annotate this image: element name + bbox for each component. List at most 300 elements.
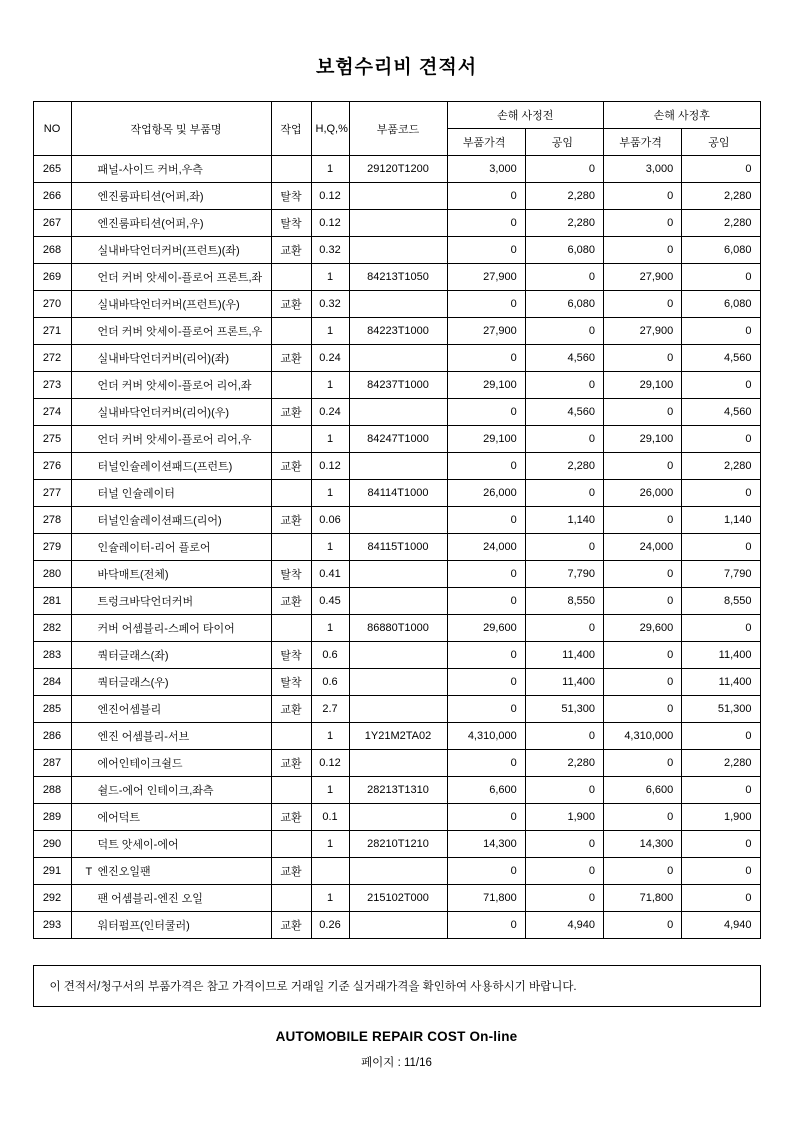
cell-no: 287 <box>33 750 71 777</box>
cell-code: 84223T1000 <box>349 318 447 345</box>
cell-name-text: 엔진 어셈블리-서브 <box>97 731 190 743</box>
cell-code <box>349 561 447 588</box>
cell-hq: 0.45 <box>311 588 349 615</box>
cell-after-price: 3,000 <box>604 156 682 183</box>
cell-after-labor: 6,080 <box>682 237 760 264</box>
cell-name-text: 언더 커버 앗세이-플로어 프론트,좌 <box>97 272 263 284</box>
cell-no: 278 <box>33 507 71 534</box>
header-hq: H,Q,% <box>311 102 349 156</box>
table-row <box>33 291 760 318</box>
cell-name-text: 에어인테이크쉴드 <box>97 758 183 770</box>
cell-before-labor: 0 <box>525 831 603 858</box>
cell-name <box>71 534 271 561</box>
cell-work <box>271 372 311 399</box>
cell-hq: 1 <box>311 723 349 750</box>
table-row <box>33 642 760 669</box>
cell-name-text: 엔진룸파티션(어퍼,좌) <box>97 191 204 203</box>
cell-no: 270 <box>33 291 71 318</box>
cell-hq: 1 <box>311 318 349 345</box>
cell-no: 293 <box>33 912 71 939</box>
cell-work <box>271 318 311 345</box>
cell-after-labor: 0 <box>682 156 760 183</box>
header-code: 부품코드 <box>349 102 447 156</box>
cell-name-text: 팬 어셈블리-엔진 오일 <box>97 893 203 905</box>
cell-no: 268 <box>33 237 71 264</box>
cell-name-text: 인슐레이터-리어 플로어 <box>97 542 211 554</box>
cell-work: 교환 <box>271 912 311 939</box>
cell-name-text: 언더 커버 앗세이-플로어 프론트,우 <box>97 326 263 338</box>
cell-name <box>71 669 271 696</box>
cell-before-price: 29,100 <box>447 372 525 399</box>
cell-after-price: 27,900 <box>604 264 682 291</box>
cell-after-price: 0 <box>604 237 682 264</box>
cell-hq: 0.12 <box>311 453 349 480</box>
cell-code <box>349 183 447 210</box>
cell-before-price: 0 <box>447 237 525 264</box>
cell-after-labor: 51,300 <box>682 696 760 723</box>
table-header <box>33 102 760 156</box>
cell-before-labor: 7,790 <box>525 561 603 588</box>
cell-work: 교환 <box>271 507 311 534</box>
table-row <box>33 264 760 291</box>
cell-work: 교환 <box>271 345 311 372</box>
cell-after-price: 0 <box>604 642 682 669</box>
cell-before-labor: 0 <box>525 156 603 183</box>
cell-work <box>271 480 311 507</box>
cell-after-labor: 2,280 <box>682 750 760 777</box>
cell-before-price: 6,600 <box>447 777 525 804</box>
cell-after-price: 0 <box>604 804 682 831</box>
cell-name <box>71 561 271 588</box>
cell-code <box>349 804 447 831</box>
cell-before-labor: 0 <box>525 426 603 453</box>
cell-before-labor: 2,280 <box>525 453 603 480</box>
cell-no: 290 <box>33 831 71 858</box>
cell-after-labor: 0 <box>682 318 760 345</box>
cell-work: 탈착 <box>271 183 311 210</box>
cell-after-labor: 1,900 <box>682 804 760 831</box>
cell-code <box>349 669 447 696</box>
table-row <box>33 750 760 777</box>
cell-name <box>71 777 271 804</box>
cell-no: 285 <box>33 696 71 723</box>
cell-before-price: 0 <box>447 210 525 237</box>
table-row <box>33 804 760 831</box>
cell-work: 탈착 <box>271 210 311 237</box>
cell-name-text: 언더 커버 앗세이-플로어 리어,좌 <box>97 380 252 392</box>
cell-name-text: 워터펌프(인터쿨러) <box>97 920 190 932</box>
page-title: 보험수리비 견적서 <box>315 57 478 78</box>
cell-no: 269 <box>33 264 71 291</box>
cell-name <box>71 750 271 777</box>
cell-hq: 0.24 <box>311 345 349 372</box>
cell-before-price: 0 <box>447 669 525 696</box>
cell-before-price: 3,000 <box>447 156 525 183</box>
cell-before-labor: 0 <box>525 723 603 750</box>
cell-no: 276 <box>33 453 71 480</box>
cell-name-prefix: T <box>85 866 93 878</box>
table-row <box>33 588 760 615</box>
cell-hq: 0.12 <box>311 750 349 777</box>
cell-work: 교환 <box>271 453 311 480</box>
cell-hq: 1 <box>311 615 349 642</box>
cell-after-price: 0 <box>604 507 682 534</box>
page-number: 페이지 : 11/16 <box>361 1057 432 1069</box>
cell-name-text: 덕트 앗세이-에어 <box>97 839 179 851</box>
cell-name-text: 실내바닥언더커버(프런트)(좌) <box>97 245 240 257</box>
cell-after-labor: 4,560 <box>682 399 760 426</box>
cell-before-price: 0 <box>447 399 525 426</box>
cell-before-labor: 0 <box>525 264 603 291</box>
header-no: NO <box>33 102 71 156</box>
cell-name <box>71 588 271 615</box>
cell-after-price: 14,300 <box>604 831 682 858</box>
cell-name <box>71 696 271 723</box>
header-before-price: 부품가격 <box>447 129 525 156</box>
cell-name-text: 바닥매트(전체) <box>97 569 169 581</box>
table-row <box>33 615 760 642</box>
table-row <box>33 480 760 507</box>
cell-work: 교환 <box>271 399 311 426</box>
cell-name <box>71 480 271 507</box>
table-row <box>33 399 760 426</box>
cell-before-price: 27,900 <box>447 318 525 345</box>
cell-after-price: 0 <box>604 210 682 237</box>
cell-name-text: 터널인슐레이션패드(프런트) <box>97 461 233 473</box>
cell-no: 282 <box>33 615 71 642</box>
cell-after-labor: 0 <box>682 426 760 453</box>
cell-after-price: 0 <box>604 858 682 885</box>
cell-code <box>349 453 447 480</box>
cell-before-labor: 0 <box>525 858 603 885</box>
cell-name-text: 커버 어셈블리-스페어 타이어 <box>97 623 235 635</box>
cell-hq: 0.12 <box>311 210 349 237</box>
cell-name <box>71 426 271 453</box>
cell-work: 교환 <box>271 291 311 318</box>
cell-code: 215102T000 <box>349 885 447 912</box>
cell-code: 29120T1200 <box>349 156 447 183</box>
cell-no: 291 <box>33 858 71 885</box>
cell-no: 289 <box>33 804 71 831</box>
cell-name-text: 패널-사이드 커버,우측 <box>97 164 203 176</box>
cell-name <box>71 156 271 183</box>
cell-code <box>349 642 447 669</box>
table-row <box>33 831 760 858</box>
cell-after-labor: 0 <box>682 480 760 507</box>
cell-after-labor: 11,400 <box>682 669 760 696</box>
header-work: 작업 <box>271 102 311 156</box>
cell-no: 271 <box>33 318 71 345</box>
cell-before-labor: 0 <box>525 534 603 561</box>
cell-name-text: 에어덕트 <box>97 812 141 824</box>
cell-work <box>271 264 311 291</box>
cell-after-labor: 2,280 <box>682 210 760 237</box>
cell-before-price: 0 <box>447 291 525 318</box>
cell-before-price: 0 <box>447 912 525 939</box>
header-before-group: 손해 사정전 <box>447 102 604 129</box>
cell-after-labor: 1,140 <box>682 507 760 534</box>
cell-name-text: 실내바닥언더커버(리어)(우) <box>97 407 230 419</box>
cell-before-price: 24,000 <box>447 534 525 561</box>
cell-after-price: 24,000 <box>604 534 682 561</box>
cell-no: 288 <box>33 777 71 804</box>
cell-no: 273 <box>33 372 71 399</box>
cell-no: 279 <box>33 534 71 561</box>
cell-code: 84115T1000 <box>349 534 447 561</box>
cell-after-labor: 0 <box>682 777 760 804</box>
cell-hq: 1 <box>311 156 349 183</box>
table-row <box>33 669 760 696</box>
table-row <box>33 210 760 237</box>
table-row <box>33 561 760 588</box>
cell-code <box>349 507 447 534</box>
cell-work <box>271 831 311 858</box>
cell-hq: 0.32 <box>311 237 349 264</box>
cell-code: 84247T1000 <box>349 426 447 453</box>
cell-name <box>71 453 271 480</box>
cell-after-labor: 0 <box>682 615 760 642</box>
cell-hq: 1 <box>311 831 349 858</box>
cell-after-labor: 6,080 <box>682 291 760 318</box>
cell-name <box>71 264 271 291</box>
cell-hq: 1 <box>311 777 349 804</box>
cell-work: 교환 <box>271 237 311 264</box>
cell-hq: 0.06 <box>311 507 349 534</box>
cell-name <box>71 345 271 372</box>
cell-before-labor: 2,280 <box>525 750 603 777</box>
cell-before-price: 0 <box>447 453 525 480</box>
cell-work <box>271 426 311 453</box>
footer-title: AUTOMOBILE REPAIR COST On-line <box>275 1029 518 1044</box>
table-row <box>33 183 760 210</box>
cell-no: 277 <box>33 480 71 507</box>
cell-after-labor: 4,940 <box>682 912 760 939</box>
cell-after-price: 29,100 <box>604 372 682 399</box>
cell-before-price: 26,000 <box>447 480 525 507</box>
cell-code <box>349 750 447 777</box>
cell-name <box>71 912 271 939</box>
cell-after-labor: 11,400 <box>682 642 760 669</box>
cell-name <box>71 237 271 264</box>
cell-code <box>349 858 447 885</box>
cell-before-labor: 51,300 <box>525 696 603 723</box>
cell-before-price: 0 <box>447 561 525 588</box>
cell-after-price: 0 <box>604 291 682 318</box>
cell-no: 274 <box>33 399 71 426</box>
cell-name-text: 트렁크바닥언더커버 <box>97 596 194 608</box>
cell-after-price: 0 <box>604 696 682 723</box>
cell-hq: 1 <box>311 372 349 399</box>
cell-after-price: 4,310,000 <box>604 723 682 750</box>
cell-hq: 1 <box>311 885 349 912</box>
cell-before-labor: 11,400 <box>525 669 603 696</box>
cell-no: 292 <box>33 885 71 912</box>
cell-name-text: 엔진룸파티션(어퍼,우) <box>97 218 204 230</box>
cell-before-price: 0 <box>447 750 525 777</box>
cell-after-price: 29,100 <box>604 426 682 453</box>
cell-before-price: 71,800 <box>447 885 525 912</box>
cell-hq <box>311 858 349 885</box>
cell-no: 283 <box>33 642 71 669</box>
cell-name-text: 쿽터글래스(우) <box>97 677 169 689</box>
table-header-row-1 <box>33 102 760 129</box>
cell-before-price: 0 <box>447 858 525 885</box>
cell-after-price: 0 <box>604 453 682 480</box>
cell-after-price: 0 <box>604 750 682 777</box>
cell-no: 280 <box>33 561 71 588</box>
cell-after-price: 0 <box>604 912 682 939</box>
cell-after-labor: 0 <box>682 723 760 750</box>
cell-before-labor: 0 <box>525 777 603 804</box>
cell-name-text: 쿽터글래스(좌) <box>97 650 169 662</box>
cell-name <box>71 723 271 750</box>
cell-name-text: 터널 인슐레이터 <box>97 488 175 500</box>
cell-name <box>71 507 271 534</box>
cell-code: 28213T1310 <box>349 777 447 804</box>
cell-name-text: 실내바닥언더커버(리어)(좌) <box>97 353 230 365</box>
cell-after-labor: 0 <box>682 372 760 399</box>
cell-work <box>271 534 311 561</box>
cell-name <box>71 372 271 399</box>
cell-no: 272 <box>33 345 71 372</box>
cell-work: 교환 <box>271 804 311 831</box>
cell-after-labor: 2,280 <box>682 453 760 480</box>
cell-before-labor: 2,280 <box>525 183 603 210</box>
cell-before-price: 0 <box>447 642 525 669</box>
cell-before-price: 29,600 <box>447 615 525 642</box>
cell-before-labor: 0 <box>525 318 603 345</box>
cell-hq: 1 <box>311 480 349 507</box>
cell-no: 275 <box>33 426 71 453</box>
cell-no: 265 <box>33 156 71 183</box>
cell-code <box>349 696 447 723</box>
table-row <box>33 345 760 372</box>
disclaimer-note <box>33 965 761 1007</box>
cell-work: 교환 <box>271 858 311 885</box>
cell-before-price: 0 <box>447 183 525 210</box>
cell-code: 1Y21M2TA02 <box>349 723 447 750</box>
header-name: 작업항목 및 부품명 <box>71 102 271 156</box>
table-row <box>33 777 760 804</box>
table-row <box>33 723 760 750</box>
cell-work <box>271 777 311 804</box>
cell-hq: 1 <box>311 264 349 291</box>
cell-after-price: 0 <box>604 669 682 696</box>
cell-work: 교환 <box>271 750 311 777</box>
cell-after-labor: 0 <box>682 534 760 561</box>
table-row <box>33 912 760 939</box>
cell-name-text: 엔진오일팬 <box>97 866 151 878</box>
header-after-price: 부품가격 <box>604 129 682 156</box>
cell-after-price: 0 <box>604 399 682 426</box>
cell-work: 탈착 <box>271 669 311 696</box>
cell-after-labor: 0 <box>682 858 760 885</box>
cell-after-price: 0 <box>604 183 682 210</box>
cell-before-labor: 0 <box>525 480 603 507</box>
cell-no: 286 <box>33 723 71 750</box>
cell-before-price: 0 <box>447 696 525 723</box>
cell-hq: 0.6 <box>311 669 349 696</box>
cell-after-price: 29,600 <box>604 615 682 642</box>
cell-work <box>271 885 311 912</box>
cell-before-labor: 0 <box>525 885 603 912</box>
cell-hq: 1 <box>311 534 349 561</box>
table-row <box>33 885 760 912</box>
cell-hq: 0.26 <box>311 912 349 939</box>
table-row <box>33 156 760 183</box>
table-row <box>33 696 760 723</box>
cell-hq: 0.1 <box>311 804 349 831</box>
table-row <box>33 426 760 453</box>
cell-after-labor: 4,560 <box>682 345 760 372</box>
cell-before-labor: 6,080 <box>525 291 603 318</box>
table-row <box>33 237 760 264</box>
cell-after-price: 27,900 <box>604 318 682 345</box>
estimate-table <box>33 101 761 939</box>
disclaimer-text: 이 견적서/청구서의 부품가격은 참고 가격이므로 거래일 기준 실거래가격을 확인하여 사용하시기 바랍니다. <box>49 981 577 993</box>
table-row <box>33 318 760 345</box>
cell-name-text: 엔진어셈블리 <box>97 704 162 716</box>
cell-code <box>349 912 447 939</box>
cell-before-labor: 4,560 <box>525 399 603 426</box>
table-row <box>33 534 760 561</box>
cell-after-price: 0 <box>604 561 682 588</box>
cell-before-labor: 1,140 <box>525 507 603 534</box>
cell-before-price: 29,100 <box>447 426 525 453</box>
cell-hq: 0.12 <box>311 183 349 210</box>
cell-before-labor: 4,940 <box>525 912 603 939</box>
cell-after-labor: 0 <box>682 264 760 291</box>
cell-before-price: 27,900 <box>447 264 525 291</box>
cell-work <box>271 615 311 642</box>
cell-code <box>349 291 447 318</box>
cell-after-labor: 8,550 <box>682 588 760 615</box>
cell-name <box>71 831 271 858</box>
header-before-labor: 공임 <box>525 129 603 156</box>
cell-before-price: 0 <box>447 588 525 615</box>
cell-no: 284 <box>33 669 71 696</box>
cell-before-labor: 1,900 <box>525 804 603 831</box>
cell-before-labor: 6,080 <box>525 237 603 264</box>
cell-name <box>71 183 271 210</box>
cell-after-price: 0 <box>604 345 682 372</box>
cell-code <box>349 237 447 264</box>
cell-work <box>271 723 311 750</box>
table-row <box>33 453 760 480</box>
cell-after-price: 71,800 <box>604 885 682 912</box>
cell-name <box>71 399 271 426</box>
cell-hq: 1 <box>311 426 349 453</box>
cell-before-labor: 8,550 <box>525 588 603 615</box>
cell-before-price: 0 <box>447 804 525 831</box>
cell-before-labor: 0 <box>525 615 603 642</box>
cell-name-text: 쉴드-에어 인테이크,좌측 <box>97 785 214 797</box>
cell-before-labor: 0 <box>525 372 603 399</box>
cell-name-text: 터널인슐레이션패드(리어) <box>97 515 222 527</box>
table-row <box>33 858 760 885</box>
cell-code: 84114T1000 <box>349 480 447 507</box>
cell-after-price: 6,600 <box>604 777 682 804</box>
cell-code: 84237T1000 <box>349 372 447 399</box>
cell-code: 28210T1210 <box>349 831 447 858</box>
cell-code <box>349 345 447 372</box>
cell-name <box>71 858 271 885</box>
table-row <box>33 507 760 534</box>
table-row <box>33 372 760 399</box>
table-body <box>33 156 760 939</box>
cell-no: 267 <box>33 210 71 237</box>
cell-work: 탈착 <box>271 561 311 588</box>
